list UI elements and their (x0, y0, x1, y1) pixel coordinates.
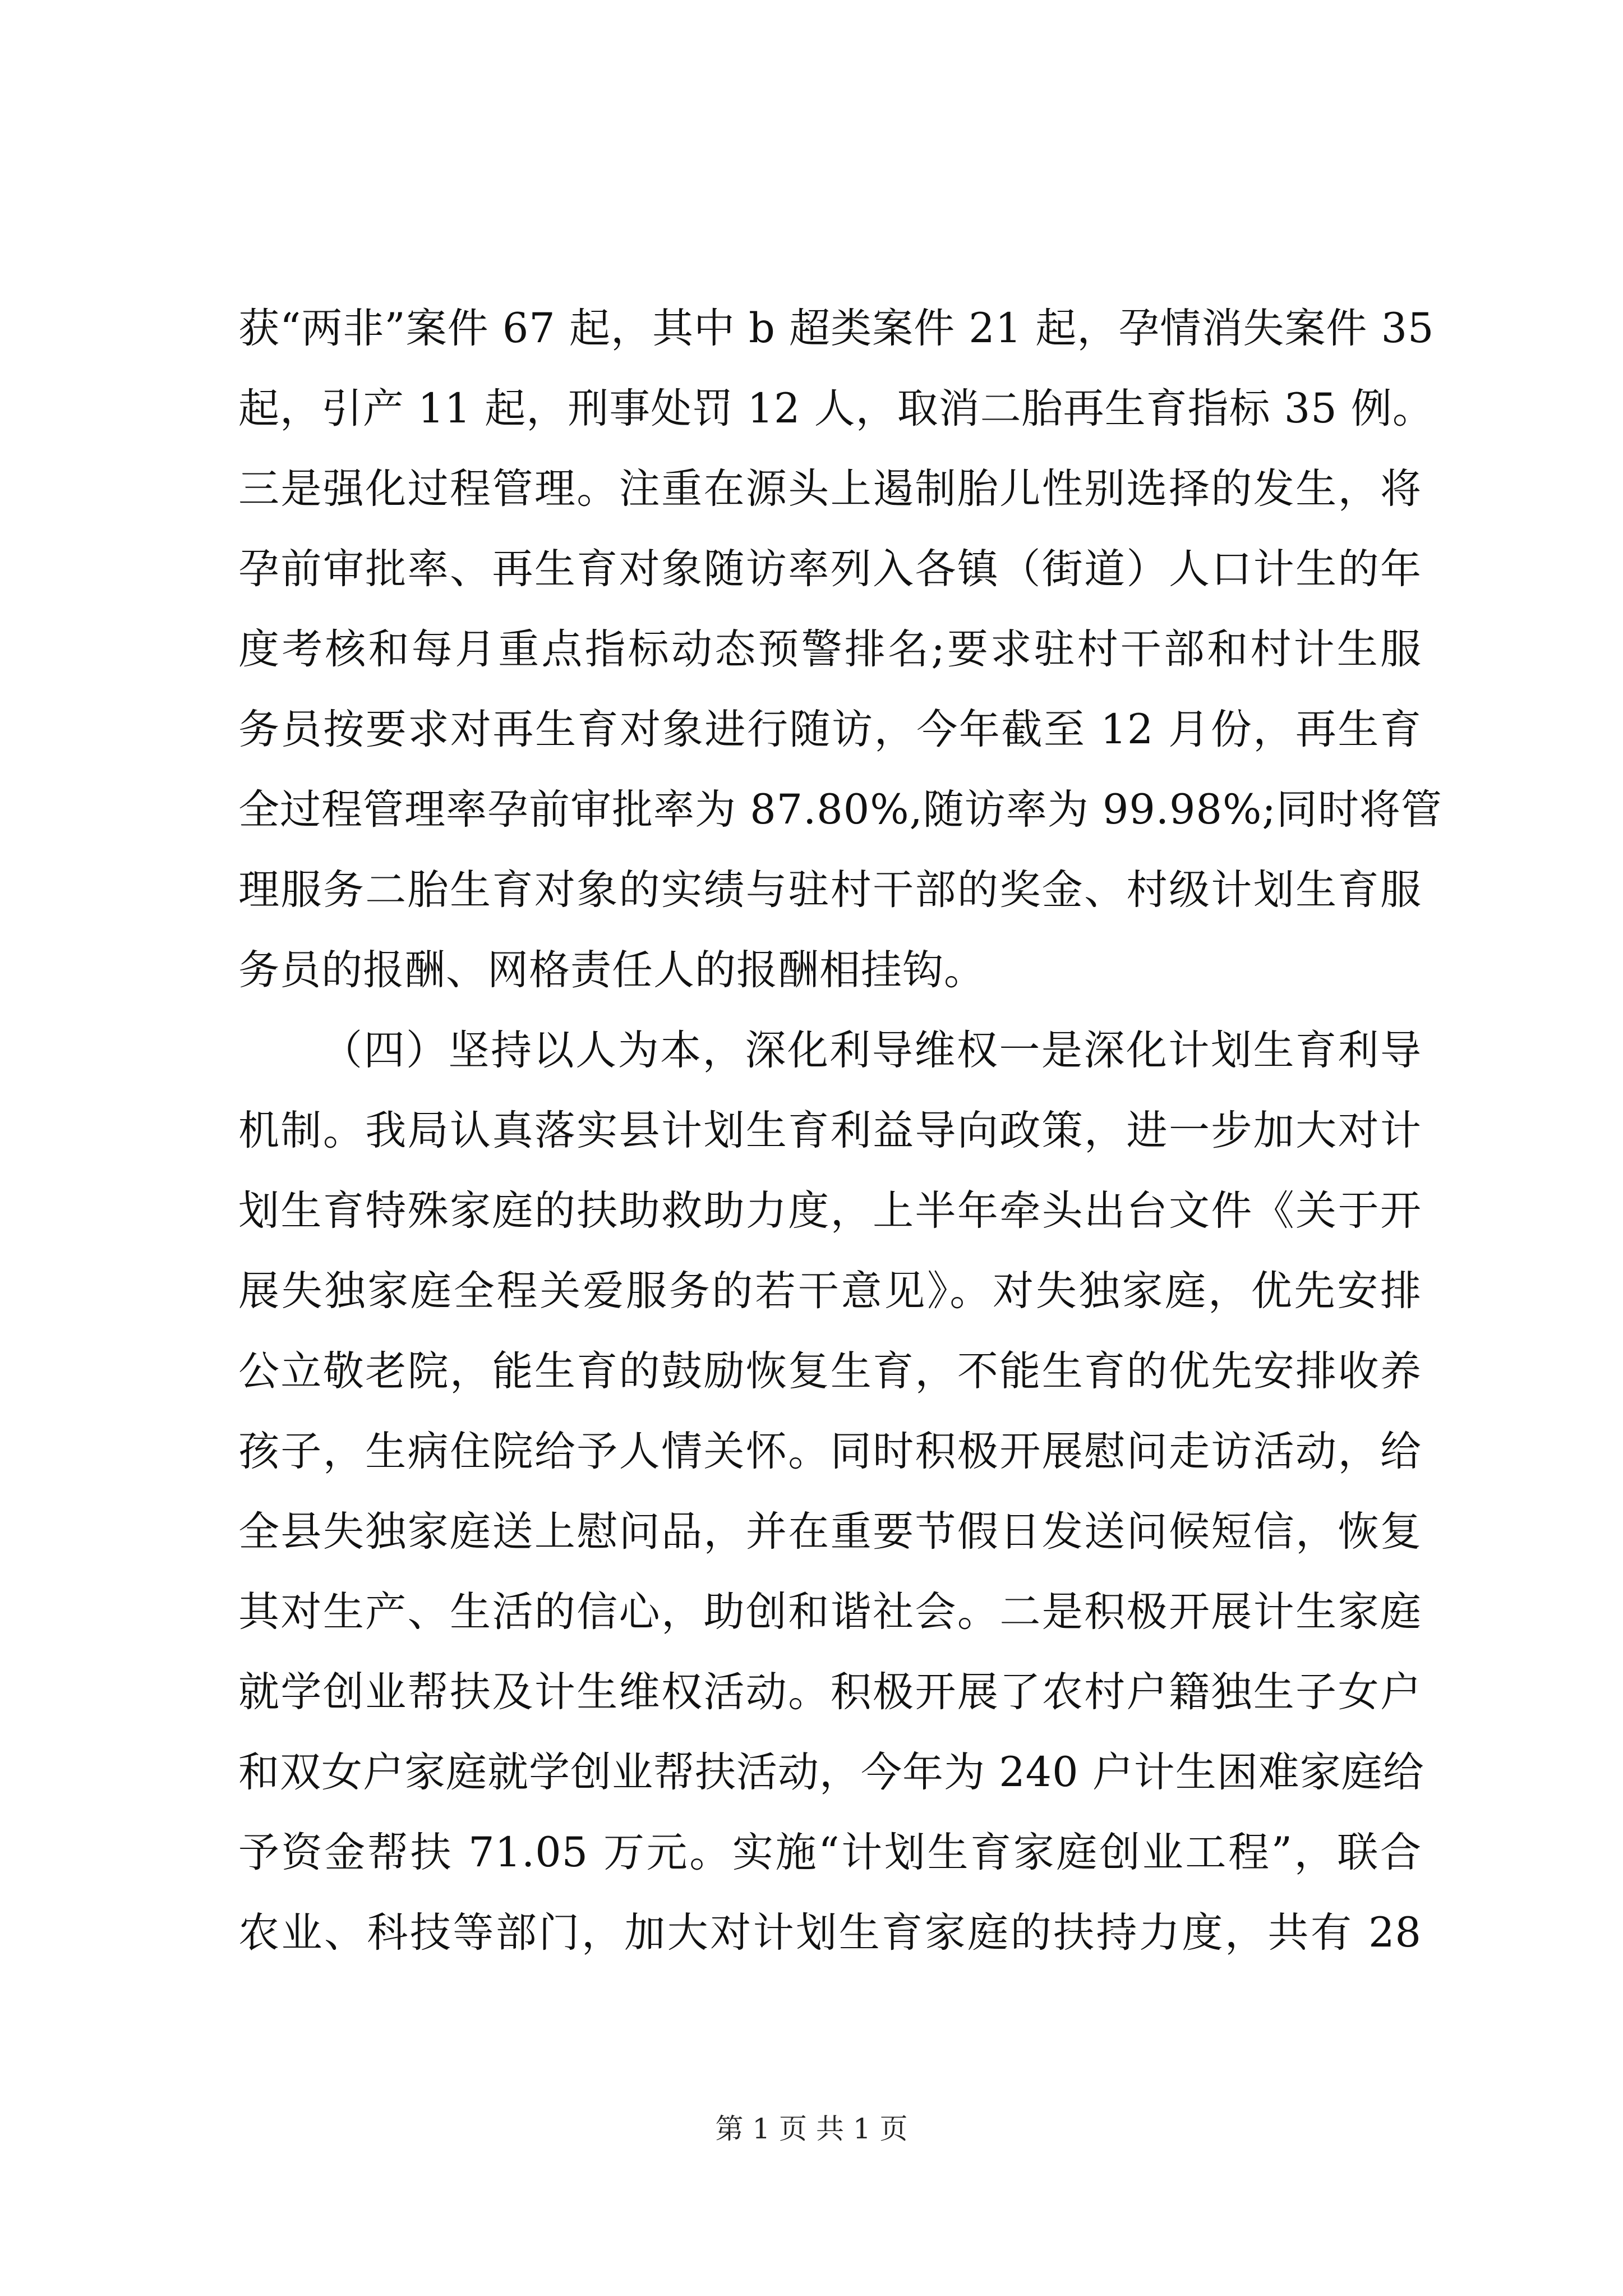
text-line: 农业、科技等部门，加大对计划生育家庭的扶持力度，共有 28 (238, 1909, 1422, 1957)
text-line: 起，引产 11 起，刑事处罚 12 人，取消二胎再生育指标 35 例。 (238, 385, 1434, 432)
text-line: 三是强化过程管理。注重在源头上遏制胎儿性别选择的发生，将 (238, 465, 1422, 513)
text-line: 和双女户家庭就学创业帮扶活动，今年为 240 户计生困难家庭给 (238, 1749, 1424, 1796)
text-line: 孕前审批率、再生育对象随访率列入各镇（街道）人口计生的年 (238, 545, 1422, 593)
paragraph-last-line: 务员的报酬、网格责任人的报酬相挂钩。 (238, 946, 985, 994)
text-line: 孩子，生病住院给予人情关怀。同时积极开展慰问走访活动，给 (238, 1428, 1422, 1475)
text-line: 划生育特殊家庭的扶助救助力度，上半年牵头出台文件《关于开 (238, 1187, 1422, 1235)
page-number-label: 第 1 页 共 1 页 (715, 2113, 908, 2145)
section-heading-line: （四）坚持以人为本，深化利导维权一是深化计划生育利导 (321, 1027, 1422, 1074)
text-line: 全过程管理率孕前审批率为 87.80%,随访率为 99.98%;同时将管 (238, 786, 1442, 834)
text-line: 机制。我局认真落实县计划生育利益导向政策，进一步加大对计 (238, 1107, 1422, 1154)
text-line: 公立敬老院，能生育的鼓励恢复生育，不能生育的优先安排收养 (238, 1347, 1422, 1395)
text-line: 展失独家庭全程关爱服务的若干意见》。对失独家庭，优先安排 (238, 1267, 1422, 1315)
text-line: 就学创业帮扶及计生维权活动。积极开展了农村户籍独生子女户 (238, 1668, 1422, 1716)
page-footer (0, 2109, 1623, 2148)
text-line: 度考核和每月重点指标动态预警排名;要求驻村干部和村计生服 (238, 625, 1422, 673)
document-body (238, 288, 1442, 1973)
text-line: 务员按要求对再生育对象进行随访，今年截至 12 月份，再生育 (238, 706, 1422, 753)
text-line: 其对生产、生活的信心，助创和谐社会。二是积极开展计生家庭 (238, 1588, 1422, 1636)
text-line: 获“两非”案件 67 起，其中 b 超类案件 21 起，孕情消失案件 35 (238, 305, 1435, 352)
text-line: 理服务二胎生育对象的实绩与驻村干部的奖金、村级计划生育服 (238, 866, 1422, 914)
text-line: 全县失独家庭送上慰问品，并在重要节假日发送问候短信，恢复 (238, 1508, 1422, 1556)
text-line: 予资金帮扶 71.05 万元。实施“计划生育家庭创业工程”，联合 (238, 1829, 1422, 1876)
